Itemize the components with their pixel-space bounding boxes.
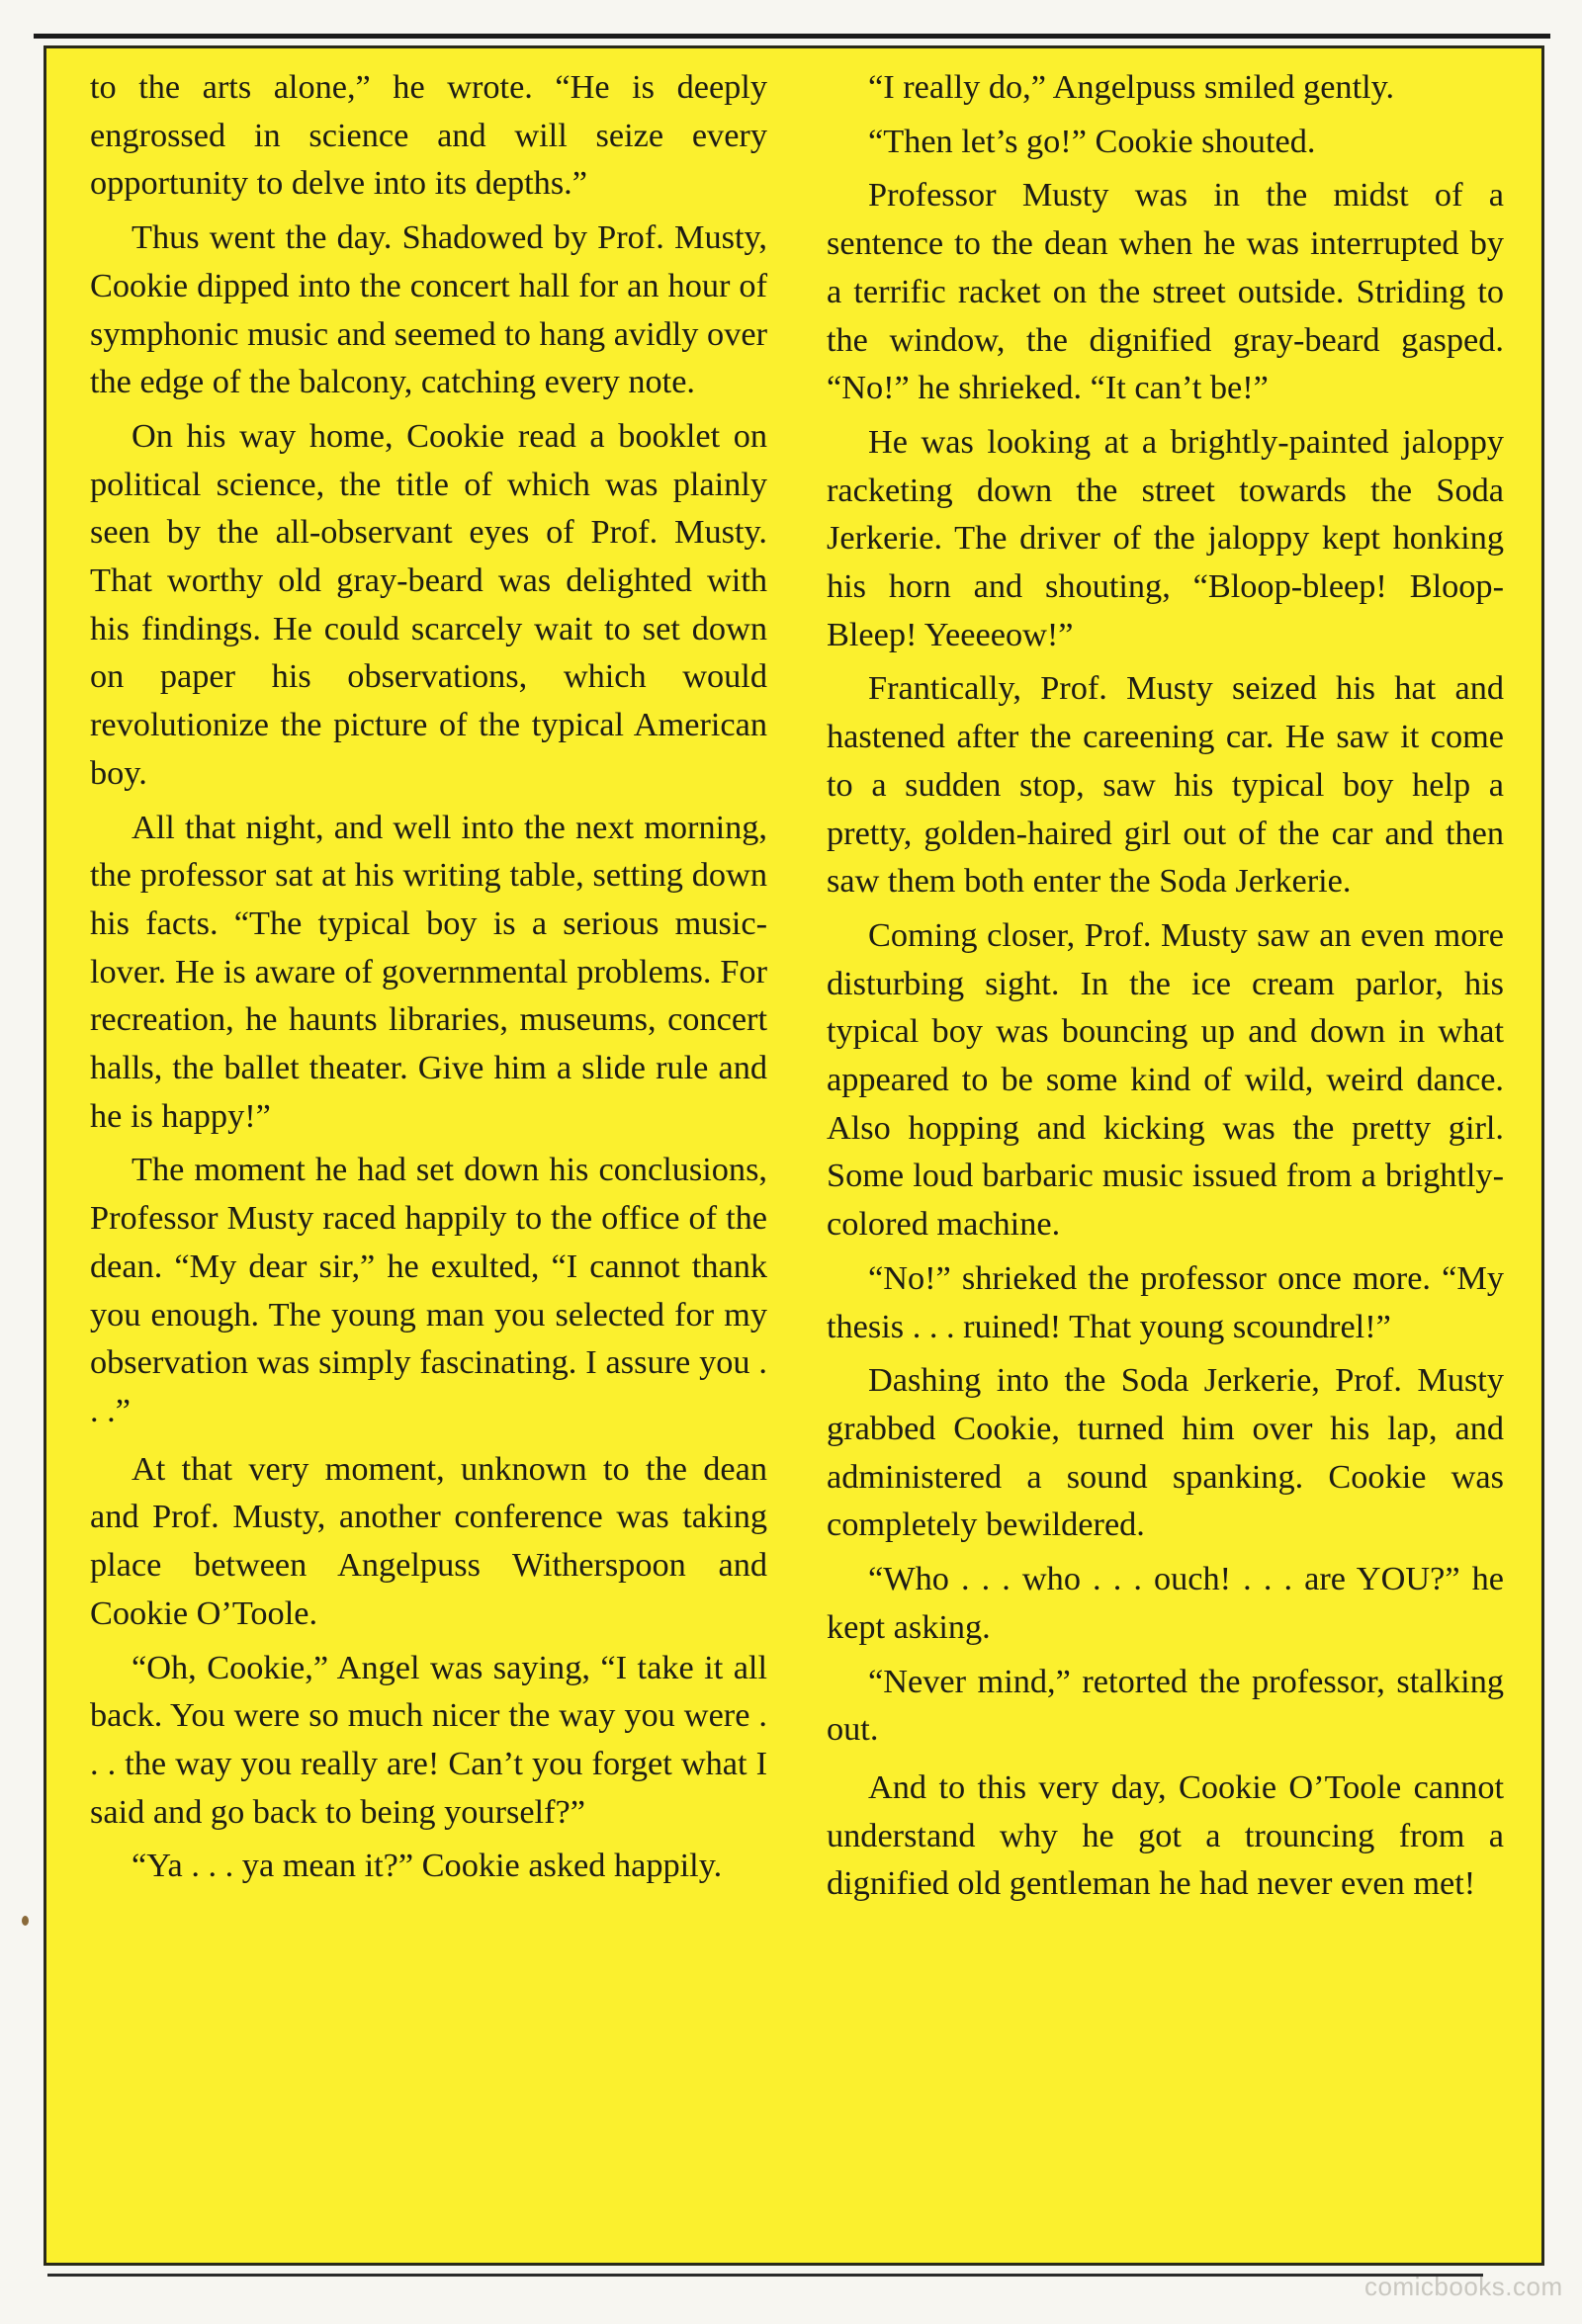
paragraph: He was looking at a brightly-painted jaloppy racketing down the street towards the Soda Jerkerie. The driver of the jaloppy kept honking his horn and shouting, “Bloop-bleep! Bloop-Bleep! Yeeeeow!” bbox=[827, 422, 1504, 653]
paragraph: The moment he had set down his conclusions, Professor Musty raced happily to the office of the dean. “My dear sir,” he exulted, “I cannot thank you enough. The young man you selected for my observation was simply fascinating. I assure you . . .” bbox=[90, 1151, 767, 1429]
top-border-rule bbox=[34, 34, 1550, 39]
paragraph: “Ya . . . ya mean it?” Cookie asked happily. bbox=[132, 1847, 723, 1885]
paragraph: “Who . . . who . . . ouch! . . . are YOU?” he kept asking. bbox=[827, 1560, 1504, 1646]
paragraph: “I really do,” Angelpuss smiled gently. bbox=[868, 68, 1395, 106]
left-text-column bbox=[90, 63, 767, 1896]
paragraph: And to this very day, Cookie O’Toole cannot understand why he got a trouncing from a dignified old gentleman he had never even met! bbox=[827, 1767, 1504, 1903]
ink-speck bbox=[22, 1916, 29, 1926]
paragraph: “Oh, Cookie,” Angel was saying, “I take it all back. You were so much nicer the way you were . . . the way you really are! Can’t you forget what I said and go back to being yourself?” bbox=[90, 1648, 767, 1831]
paragraph: Frantically, Prof. Musty seized his hat and hastened after the careening car. He saw it come to a sudden stop, saw his typical boy help a pretty, golden-haired girl out of the car and then saw them both enter the Soda Jerkerie. bbox=[827, 669, 1504, 901]
paragraph: “Then let’s go!” Cookie shouted. bbox=[868, 122, 1316, 160]
paragraph: At that very moment, unknown to the dean and Prof. Musty, another conference was taking place between Angelpuss Witherspoon and Cookie O’Toole. bbox=[90, 1449, 767, 1632]
paragraph: Thus went the day. Shadowed by Prof. Musty, Cookie dipped into the concert hall for an hour of symphonic music and seemed to hang avidly over the edge of the balcony, catching every note. bbox=[90, 218, 767, 401]
watermark-text: comicbooks.com bbox=[1364, 2272, 1563, 2301]
right-text-column bbox=[827, 63, 1504, 1914]
paragraph: “No!” shrieked the professor once more. “My thesis . . . ruined! That young scoundrel!” bbox=[827, 1258, 1504, 1345]
paragraph: Professor Musty was in the midst of a sentence to the dean when he was interrupted by a terrific racket on the street outside. Striding to the window, the dignified gray-beard gasped. “No!” he shrieked. “It can’t be!” bbox=[827, 176, 1504, 407]
paragraph: Dashing into the Soda Jerkerie, Prof. Musty grabbed Cookie, turned him over his lap, and administered a sound spanking. Cookie was completely bewildered. bbox=[827, 1361, 1504, 1544]
paragraph: Coming closer, Prof. Musty saw an even more disturbing sight. In the ice cream parlor, his typical boy was bouncing up and down in what appeared to be some kind of wild, weird dance. Also hopping and kicking was the pretty girl. Some loud barbaric music issued from a brightly-colored machine. bbox=[827, 915, 1504, 1244]
paragraph: to the arts alone,” he wrote. “He is deeply engrossed in science and will seize every opportunity to delve into its depths.” bbox=[90, 68, 767, 203]
paragraph: All that night, and well into the next morning, the professor sat at his writing table, setting down his facts. “The typical boy is a serious music-lover. He is aware of governmental problems. For recreation, he haunts libraries, museums, concert halls, the ballet theater. Give him a slide rule and he is happy!” bbox=[90, 808, 767, 1135]
paragraph: “Never mind,” retorted the professor, stalking out. bbox=[827, 1662, 1504, 1749]
bottom-border-rule bbox=[47, 2274, 1483, 2277]
paragraph: On his way home, Cookie read a booklet on political science, the title of which was plainly seen by the all-observant eyes of Prof. Musty. That worthy old gray-beard was delighted with his findings. He could scarcely wait to set down on paper his observations, which would revolutionize the picture of the typical American boy. bbox=[90, 416, 767, 792]
